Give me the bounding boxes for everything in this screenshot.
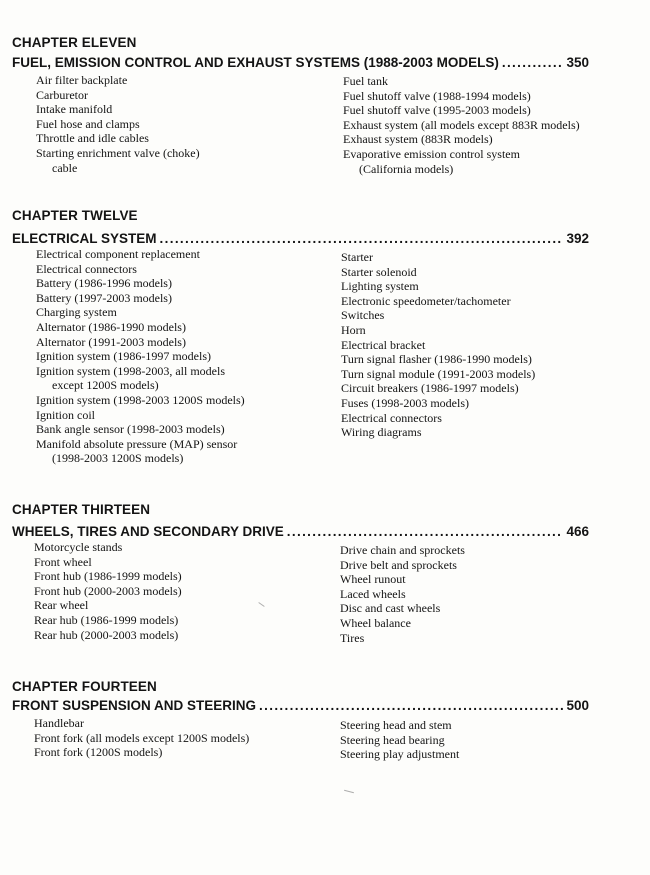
topic-text: Front wheel [34, 554, 92, 569]
topic-item[interactable] [341, 381, 535, 396]
topic-text: Electrical bracket [341, 337, 426, 352]
dot-leader [287, 524, 564, 539]
topic-list-left [36, 73, 200, 175]
dot-leader [259, 698, 563, 713]
topic-text: Front hub (1986-1999 models) [34, 569, 182, 584]
topic-item[interactable] [36, 335, 245, 350]
topic-item[interactable] [36, 247, 245, 262]
topic-text: Motorcycle stands [34, 540, 123, 554]
topic-text: Fuses (1998-2003 models) [341, 395, 469, 410]
topic-item[interactable] [340, 572, 465, 587]
topic-item[interactable] [36, 146, 200, 175]
topic-text: Electrical connectors [36, 261, 137, 276]
topic-text: Evaporative emission control system [343, 146, 520, 161]
chapter-title: WHEELS, TIRES AND SECONDARY DRIVE [12, 524, 284, 539]
topic-item[interactable] [341, 352, 535, 367]
chapter-title-row[interactable] [12, 698, 589, 716]
topic-item[interactable] [340, 747, 459, 762]
topic-item[interactable] [34, 598, 182, 613]
topic-item[interactable] [36, 422, 245, 437]
topic-item[interactable] [341, 308, 535, 323]
topic-text: Wheel balance [340, 615, 411, 630]
topic-text: Drive belt and sprockets [340, 557, 457, 572]
topic-text: Horn [341, 322, 366, 337]
topic-text: Exhaust system (all models except 883R models) [343, 117, 580, 132]
topic-item[interactable] [341, 411, 535, 426]
topic-list-left [34, 716, 249, 760]
topic-text: Starter solenoid [341, 264, 417, 279]
chapter-number: CHAPTER THIRTEEN [12, 502, 151, 517]
topic-list-right [340, 543, 465, 645]
chapter-number: CHAPTER FOURTEEN [12, 679, 157, 694]
topic-item[interactable] [341, 367, 535, 382]
topic-text: Electrical component replacement [36, 247, 200, 261]
topic-text: Turn signal module (1991-2003 models) [341, 366, 536, 381]
topic-item[interactable] [36, 117, 200, 132]
topic-text: Exhaust system (883R models) [343, 132, 493, 147]
scan-mark [258, 602, 264, 607]
topic-item[interactable] [341, 294, 535, 309]
topic-item[interactable] [340, 587, 465, 602]
topic-text: Circuit breakers (1986-1997 models) [341, 381, 519, 396]
topic-item[interactable] [36, 364, 245, 393]
topic-text: Fuel hose and clamps [36, 116, 140, 131]
topic-item[interactable] [34, 731, 249, 746]
topic-item[interactable] [341, 396, 535, 411]
chapter-title-row[interactable] [12, 55, 589, 73]
topic-text: Wheel runout [340, 572, 406, 587]
topic-text: Fuel shutoff valve (1995-2003 models) [343, 103, 531, 118]
topic-item[interactable] [340, 631, 465, 646]
topic-text: Starter [341, 250, 373, 264]
topic-text: Ignition system (1998-2003, all models [36, 363, 225, 378]
topic-item[interactable] [34, 745, 249, 760]
topic-text: Intake manifold [36, 102, 113, 117]
topic-item[interactable] [34, 569, 182, 584]
chapter-page-number: 350 [566, 55, 589, 70]
topic-text: Manifold absolute pressure (MAP) sensor [36, 436, 238, 451]
topic-text: Lighting system [341, 279, 419, 294]
topic-text: Ignition system (1998-2003 1200S models) [36, 392, 245, 407]
topic-text: Throttle and idle cables [36, 131, 149, 146]
topic-item[interactable] [36, 349, 245, 364]
topic-item[interactable] [343, 118, 580, 133]
topic-text: Disc and cast wheels [340, 601, 441, 616]
topic-text: Drive chain and sprockets [340, 543, 465, 557]
topic-item[interactable] [34, 555, 182, 570]
topic-text: Fuel shutoff valve (1988-1994 models) [343, 88, 531, 103]
dot-leader [502, 55, 564, 70]
topic-text-continuation: except 1200S models) [52, 378, 159, 393]
topic-list-left [36, 247, 245, 466]
topic-item[interactable] [36, 131, 200, 146]
topic-item[interactable] [343, 74, 580, 89]
topic-item[interactable] [36, 393, 245, 408]
topic-item[interactable] [340, 543, 465, 558]
topic-text: Starting enrichment valve (choke) [36, 145, 200, 160]
topic-text: Battery (1997-2003 models) [36, 290, 172, 305]
topic-text: Alternator (1991-2003 models) [36, 334, 186, 349]
scan-mark [344, 790, 354, 794]
topic-text: Alternator (1986-1990 models) [36, 319, 186, 334]
topic-item[interactable] [34, 716, 249, 731]
topic-text-continuation: (1998-2003 1200S models) [52, 451, 184, 466]
topic-item[interactable] [36, 408, 245, 423]
topic-item[interactable] [34, 540, 182, 555]
topic-item[interactable] [343, 103, 580, 118]
topic-text: Tires [340, 630, 365, 645]
chapter-page-number: 500 [566, 698, 589, 713]
topic-text: Fuel tank [343, 74, 388, 88]
topic-text: Front fork (all models except 1200S models) [34, 730, 250, 745]
topic-list-right [343, 74, 580, 176]
topic-item[interactable] [343, 89, 580, 104]
topic-item[interactable] [343, 147, 580, 176]
topic-item[interactable] [340, 718, 459, 733]
topic-item[interactable] [36, 102, 200, 117]
topic-text: Rear wheel [34, 598, 89, 613]
chapter-title: ELECTRICAL SYSTEM [12, 231, 157, 246]
topic-item[interactable] [36, 276, 245, 291]
topic-text: Carburetor [36, 87, 88, 102]
topic-item[interactable] [34, 584, 182, 599]
topic-list-right [341, 250, 535, 440]
topic-item[interactable] [36, 437, 245, 466]
topic-text: Electrical connectors [341, 410, 442, 425]
topic-text: Switches [341, 308, 385, 323]
chapter-title: FRONT SUSPENSION AND STEERING [12, 698, 257, 713]
topic-item[interactable] [341, 250, 535, 265]
topic-item[interactable] [36, 73, 200, 88]
topic-item[interactable] [36, 305, 245, 320]
topic-text: Ignition coil [36, 407, 95, 422]
topic-item[interactable] [340, 558, 465, 573]
topic-text: Air filter backplate [36, 73, 128, 87]
dot-leader [160, 231, 564, 246]
topic-list-left [34, 540, 182, 642]
topic-item[interactable] [341, 279, 535, 294]
topic-text: Charging system [36, 305, 117, 320]
topic-item[interactable] [34, 613, 182, 628]
topic-item[interactable] [36, 320, 245, 335]
topic-text: Electronic speedometer/tachometer [341, 293, 511, 308]
chapter-page-number: 392 [566, 231, 589, 246]
topic-text-continuation: cable [52, 160, 78, 175]
topic-item[interactable] [341, 265, 535, 280]
topic-item[interactable] [341, 425, 535, 440]
chapter-title: FUEL, EMISSION CONTROL AND EXHAUST SYSTEMS (1988-2003 MODELS) [12, 55, 499, 70]
topic-text: Wiring diagrams [341, 425, 422, 440]
topic-item[interactable] [340, 601, 465, 616]
topic-item[interactable] [341, 338, 535, 353]
chapter-page-number: 466 [566, 524, 589, 539]
topic-text: Rear hub (1986-1999 models) [34, 612, 179, 627]
topic-text: Front fork (1200S models) [34, 745, 163, 760]
topic-text: Front hub (2000-2003 models) [34, 583, 182, 598]
topic-item[interactable] [36, 88, 200, 103]
chapter-number: CHAPTER TWELVE [12, 208, 138, 223]
topic-item[interactable] [341, 323, 535, 338]
topic-text-continuation: (California models) [359, 161, 454, 176]
topic-text: Handlebar [34, 716, 84, 730]
topic-item[interactable] [34, 628, 182, 643]
topic-item[interactable] [340, 733, 459, 748]
topic-item[interactable] [340, 616, 465, 631]
chapter-number: CHAPTER ELEVEN [12, 35, 137, 50]
topic-text: Turn signal flasher (1986-1990 models) [341, 352, 532, 367]
topic-list-right [340, 718, 459, 762]
topic-text: Steering head and stem [340, 718, 452, 732]
topic-item[interactable] [36, 262, 245, 277]
topic-item[interactable] [343, 132, 580, 147]
topic-text: Steering play adjustment [340, 747, 460, 762]
topic-text: Laced wheels [340, 586, 406, 601]
topic-text: Ignition system (1986-1997 models) [36, 349, 211, 364]
topic-text: Bank angle sensor (1998-2003 models) [36, 422, 225, 437]
topic-item[interactable] [36, 291, 245, 306]
topic-text: Steering head bearing [340, 732, 445, 747]
topic-text: Battery (1986-1996 models) [36, 276, 172, 291]
topic-text: Rear hub (2000-2003 models) [34, 627, 179, 642]
